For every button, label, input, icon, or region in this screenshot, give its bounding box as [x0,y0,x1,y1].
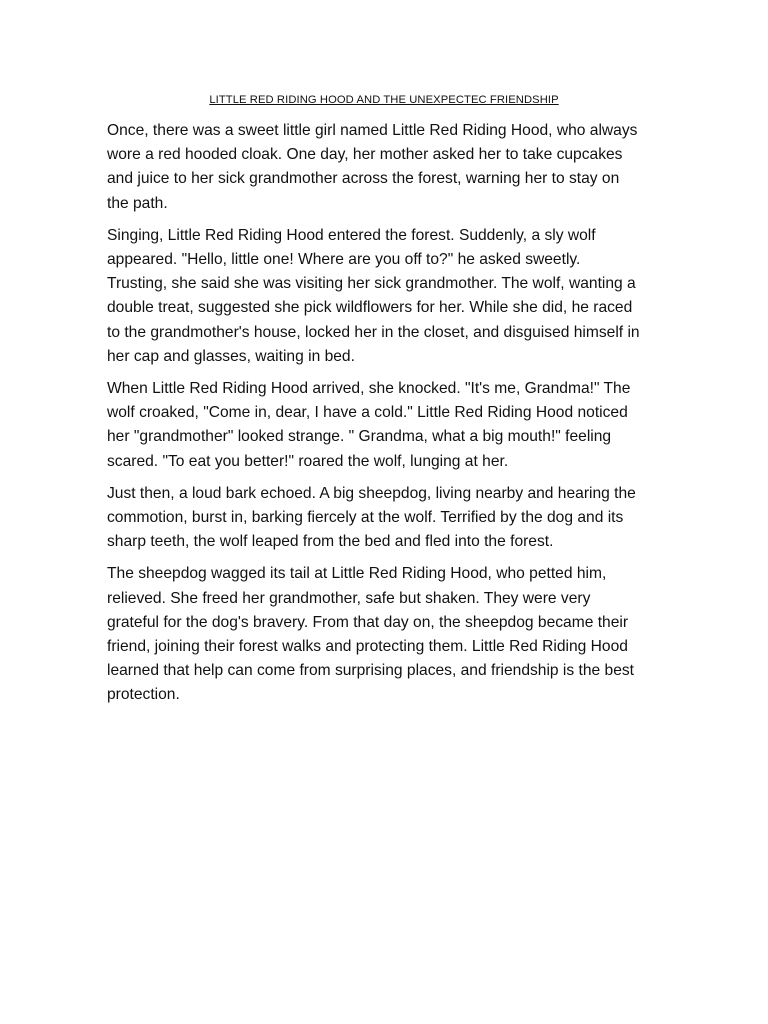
paragraph [107,377,663,474]
paragraph [107,224,663,369]
text-line: protection. [107,686,180,704]
text-line: double treat, suggested she pick wildflowers for her. While she did, he raced [107,299,633,317]
text-line: sharp teeth, the wolf leaped from the bed and fled into the forest. [107,533,554,551]
text-line: her cap and glasses, waiting in bed. [107,347,355,365]
paragraph [107,482,663,555]
text-line: The sheepdog wagged its tail at Little Red Riding Hood, who petted him, [107,565,607,583]
paragraph [107,119,663,216]
text-line: Trusting, she said she was visiting her sick grandmother. The wolf, wanting a [107,275,636,293]
text-line: friend, joining their forest walks and protecting them. Little Red Riding Hood [107,638,628,656]
text-line: commotion, burst in, barking fiercely at the wolf. Terrified by the dog and its [107,509,624,527]
paragraph [107,562,663,707]
text-line: Once, there was a sweet little girl named Little Red Riding Hood, who always [107,122,638,139]
story-body [107,119,663,716]
text-line: appeared. "Hello, little one! Where are you off to?" he asked sweetly. [107,251,581,269]
text-line: to the grandmother's house, locked her in the closet, and disguised himself in [107,323,640,341]
text-line: When Little Red Riding Hood arrived, she knocked. "It's me, Grandma!" The [107,380,631,398]
text-line: wolf croaked, "Come in, dear, I have a cold." Little Red Riding Hood noticed [107,404,628,422]
text-line: grateful for the dog's bravery. From that day on, the sheepdog became their [107,613,629,631]
text-line: relieved. She freed her grandmother, safe but shaken. They were very [107,589,591,607]
text-line: the path. [107,194,168,212]
text-line: Singing, Little Red Riding Hood entered the forest. Suddenly, a sly wolf [107,226,596,244]
document-title: LITTLE RED RIDING HOOD AND THE UNEXPECTEC FRIENDSHIP [209,94,559,106]
text-line: learned that help can come from surprising places, and friendship is the best [107,662,635,680]
text-line: wore a red hooded cloak. One day, her mother asked her to take cupcakes [107,146,623,164]
text-line: her "grandmother" looked strange. " Grandma, what a big mouth!" feeling [107,428,612,446]
text-line: scared. "To eat you better!" roared the wolf, lunging at her. [107,452,509,470]
text-line: Just then, a loud bark echoed. A big sheepdog, living nearby and hearing the [107,484,636,502]
text-line: and juice to her sick grandmother across the forest, warning her to stay on [107,170,620,188]
